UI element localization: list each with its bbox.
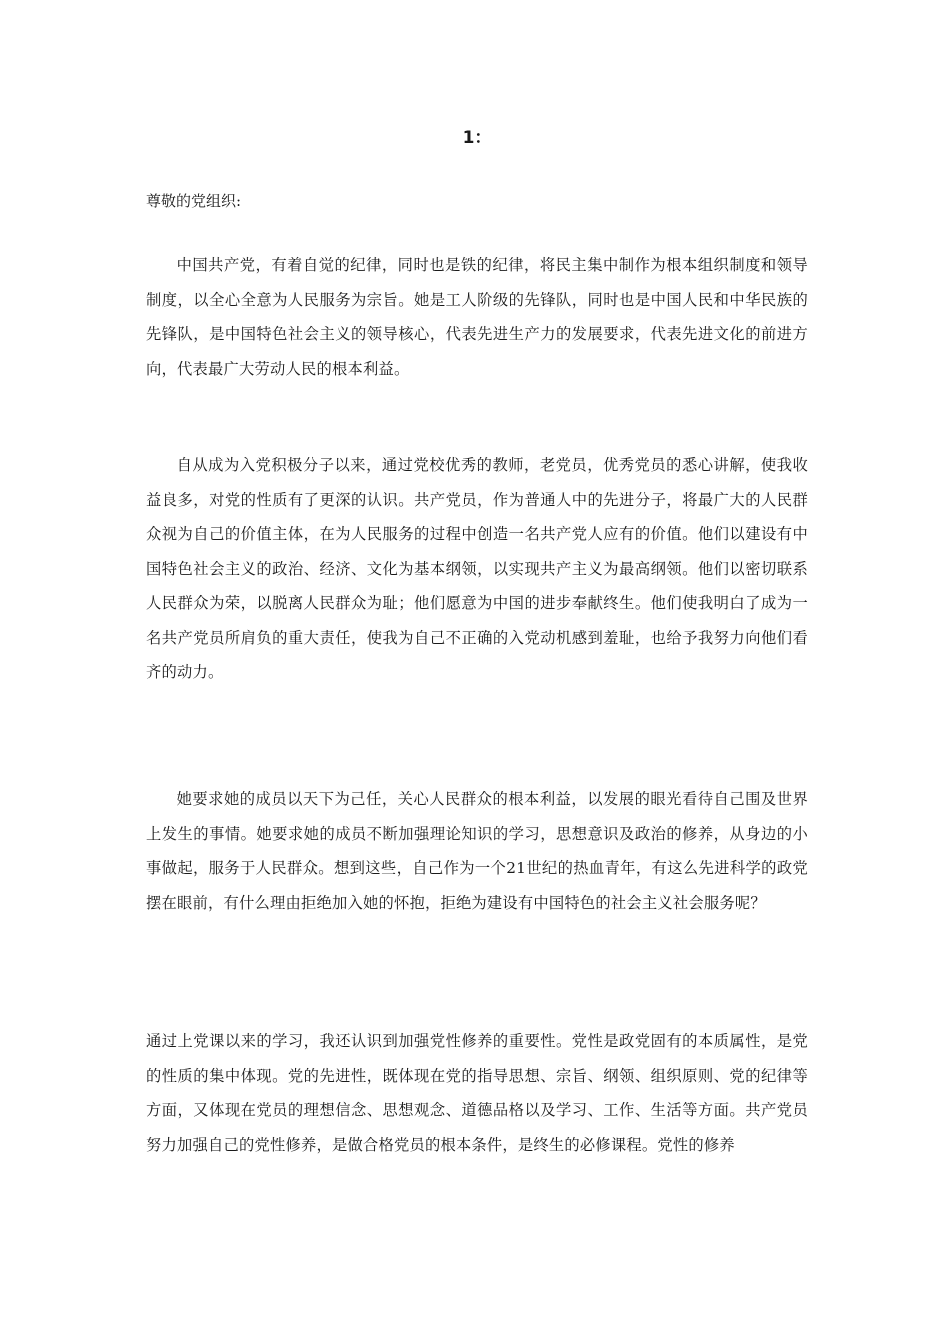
document-title: 1： bbox=[462, 128, 492, 148]
paragraph-2: 自从成为入党积极分子以来，通过党校优秀的教师，老党员，优秀党员的悉心讲解，使我收益良多，对党的性质有了更深的认识。共产党员，作为普通人中的先进分子，将最广大的人民群众视为自己的价值主体，在为人民服务的过程中创造一名共产党人应有的价值。他们以建设有中国特色社会主义的政治、经济、文化为基本纲领，以实现共产主义为最高纲领。他们以密切联系人民群众为荣，以脱离人民群众为耻；他们愿意为中国的进步奉献终生。他们使我明白了成为一名共产党员所肩负的重大责任，使我为自己不正确的入党动机感到羞耻，也给予我努力向他们看齐的动力。 bbox=[146, 456, 808, 681]
paragraph-1: 中国共产党，有着自觉的纪律，同时也是铁的纪律，将民主集中制作为根本组织制度和领导制度，以全心全意为人民服务为宗旨。她是工人阶级的先锋队，同时也是中国人民和中华民族的先锋队，是中国特色社会主义的领导核心，代表先进生产力的发展要求，代表先进文化的前进方向，代表最广大劳动人民的根本利益。 bbox=[146, 256, 808, 378]
paragraph-4: 通过上党课以来的学习，我还认识到加强党性修养的重要性。党性是政党固有的本质属性，是党的性质的集中体现。党的先进性，既体现在党的指导思想、宗旨、纲领、组织原则、党的纪律等方面，又体现在党员的理想信念、思想观念、道德品格以及学习、工作、生活等方面。共产党员努力加强自己的党性修养，是做合格党员的根本条件，是终生的必修课程。党性的修养 bbox=[146, 1032, 808, 1154]
paragraph-3: 她要求她的成员以天下为己任，关心人民群众的根本利益，以发展的眼光看待自己围及世界上发生的事情。她要求她的成员不断加强理论知识的学习，思想意识及政治的修养，从身边的小事做起，服务于人民群众。想到这些，自己作为一个21世纪的热血青年，有这么先进科学的政党摆在眼前，有什么理由拒绝加入她的怀抱，拒绝为建设有中国特色的社会主义社会服务呢？ bbox=[146, 790, 808, 912]
salutation: 尊敬的党组织: bbox=[146, 192, 242, 210]
